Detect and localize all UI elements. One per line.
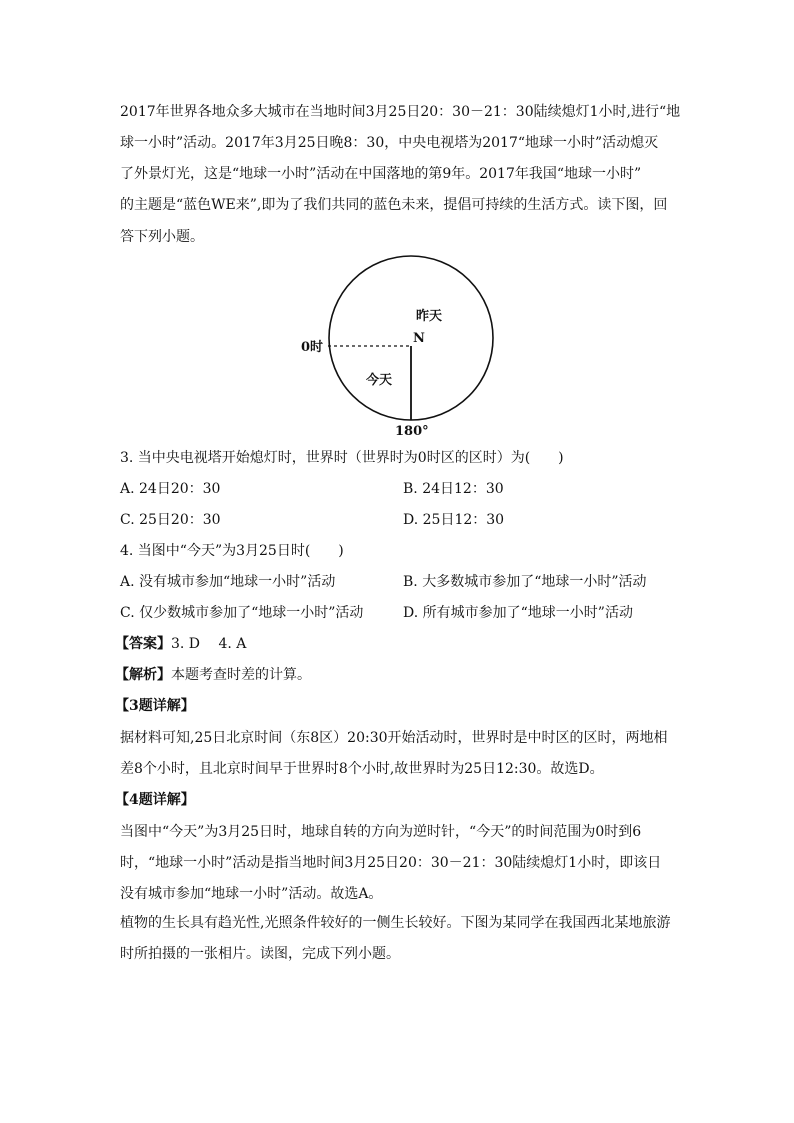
analysis-text: 本题考查时差的计算。 <box>171 667 311 683</box>
q3-option-a: A. 24日20：30 <box>120 481 221 497</box>
answer-text: 3. D 4. A <box>171 636 247 652</box>
label-yesterday: 昨天 <box>416 309 443 324</box>
q4-option-d: D. 所有城市参加了“地球一小时”活动 <box>403 605 633 621</box>
q4-option-c: C. 仅少数城市参加了“地球一小时”活动 <box>120 605 364 621</box>
detail4-heading: 【4题详解】 <box>115 792 195 808</box>
q3-option-b: B. 24日12：30 <box>403 481 504 497</box>
detail4-line-1: 当图中“今天”为3月25日时，地球自转的方向为逆时针，“今天”的时间范围为0时到6 <box>120 824 642 840</box>
intro-line-2: 球一小时”活动。2017年3月25日晚8：30，中央电视塔为2017“地球一小时”活动熄灭 <box>120 135 659 151</box>
detail4-line-2: 时，“地球一小时”活动是指当地时间3月25日20：30－21：30陆续熄灯1小时，即该日 <box>120 855 662 871</box>
intro-line-3: 了外景灯光，这是“地球一小时”活动在中国落地的第9年。2017年我国“地球一小时” <box>120 166 642 182</box>
detail3-heading: 【3题详解】 <box>115 698 195 714</box>
q4-option-b: B. 大多数城市参加了“地球一小时”活动 <box>403 574 647 590</box>
analysis-label: 【解析】 <box>115 667 171 683</box>
q3-stem: 3. 当中央电视塔开始熄灯时，世界时（世界时为0时区的区时）为( ) <box>120 450 564 466</box>
earth-polar-diagram <box>290 250 510 440</box>
detail3-line-2: 差8个小时，且北京时间早于世界时8个小时,故世界时为25日12:30。故选D。 <box>120 761 604 777</box>
intro-line-5: 答下列小题。 <box>120 229 204 245</box>
detail4-line-3: 没有城市参加“地球一小时”活动。故选A。 <box>120 886 383 902</box>
q3-option-c: C. 25日20：30 <box>120 512 221 528</box>
label-zero-hour: 0时 <box>301 340 324 355</box>
q3-option-d: D. 25日12：30 <box>403 512 505 528</box>
answer-label: 【答案】 <box>115 636 171 652</box>
q4-stem: 4. 当图中“今天”为3月25日时( ) <box>120 543 344 559</box>
intro-line-4: 的主题是“蓝色WE来”,即为了我们共同的蓝色未来，提倡可持续的生活方式。读下图，回 <box>120 197 668 213</box>
q4-option-a: A. 没有城市参加“地球一小时”活动 <box>120 574 336 590</box>
label-180-degrees: 180° <box>395 424 429 439</box>
next-line-1: 植物的生长具有趋光性,光照条件较好的一侧生长较好。下图为某同学在我国西北某地旅游 <box>120 915 671 931</box>
intro-line-1: 2017年世界各地众多大城市在当地时间3月25日20：30－21：30陆续熄灯1小时,进行“地 <box>120 104 681 120</box>
answer-row <box>115 635 246 653</box>
detail3-line-1: 据材料可知,25日北京时间（东8区）20:30开始活动时，世界时是中时区的区时，两地相 <box>120 730 668 746</box>
next-line-2: 时所拍摄的一张相片。读图，完成下列小题。 <box>120 946 400 962</box>
analysis-row <box>115 666 311 684</box>
label-north-pole: N <box>413 331 425 346</box>
label-today: 今天 <box>366 373 393 388</box>
